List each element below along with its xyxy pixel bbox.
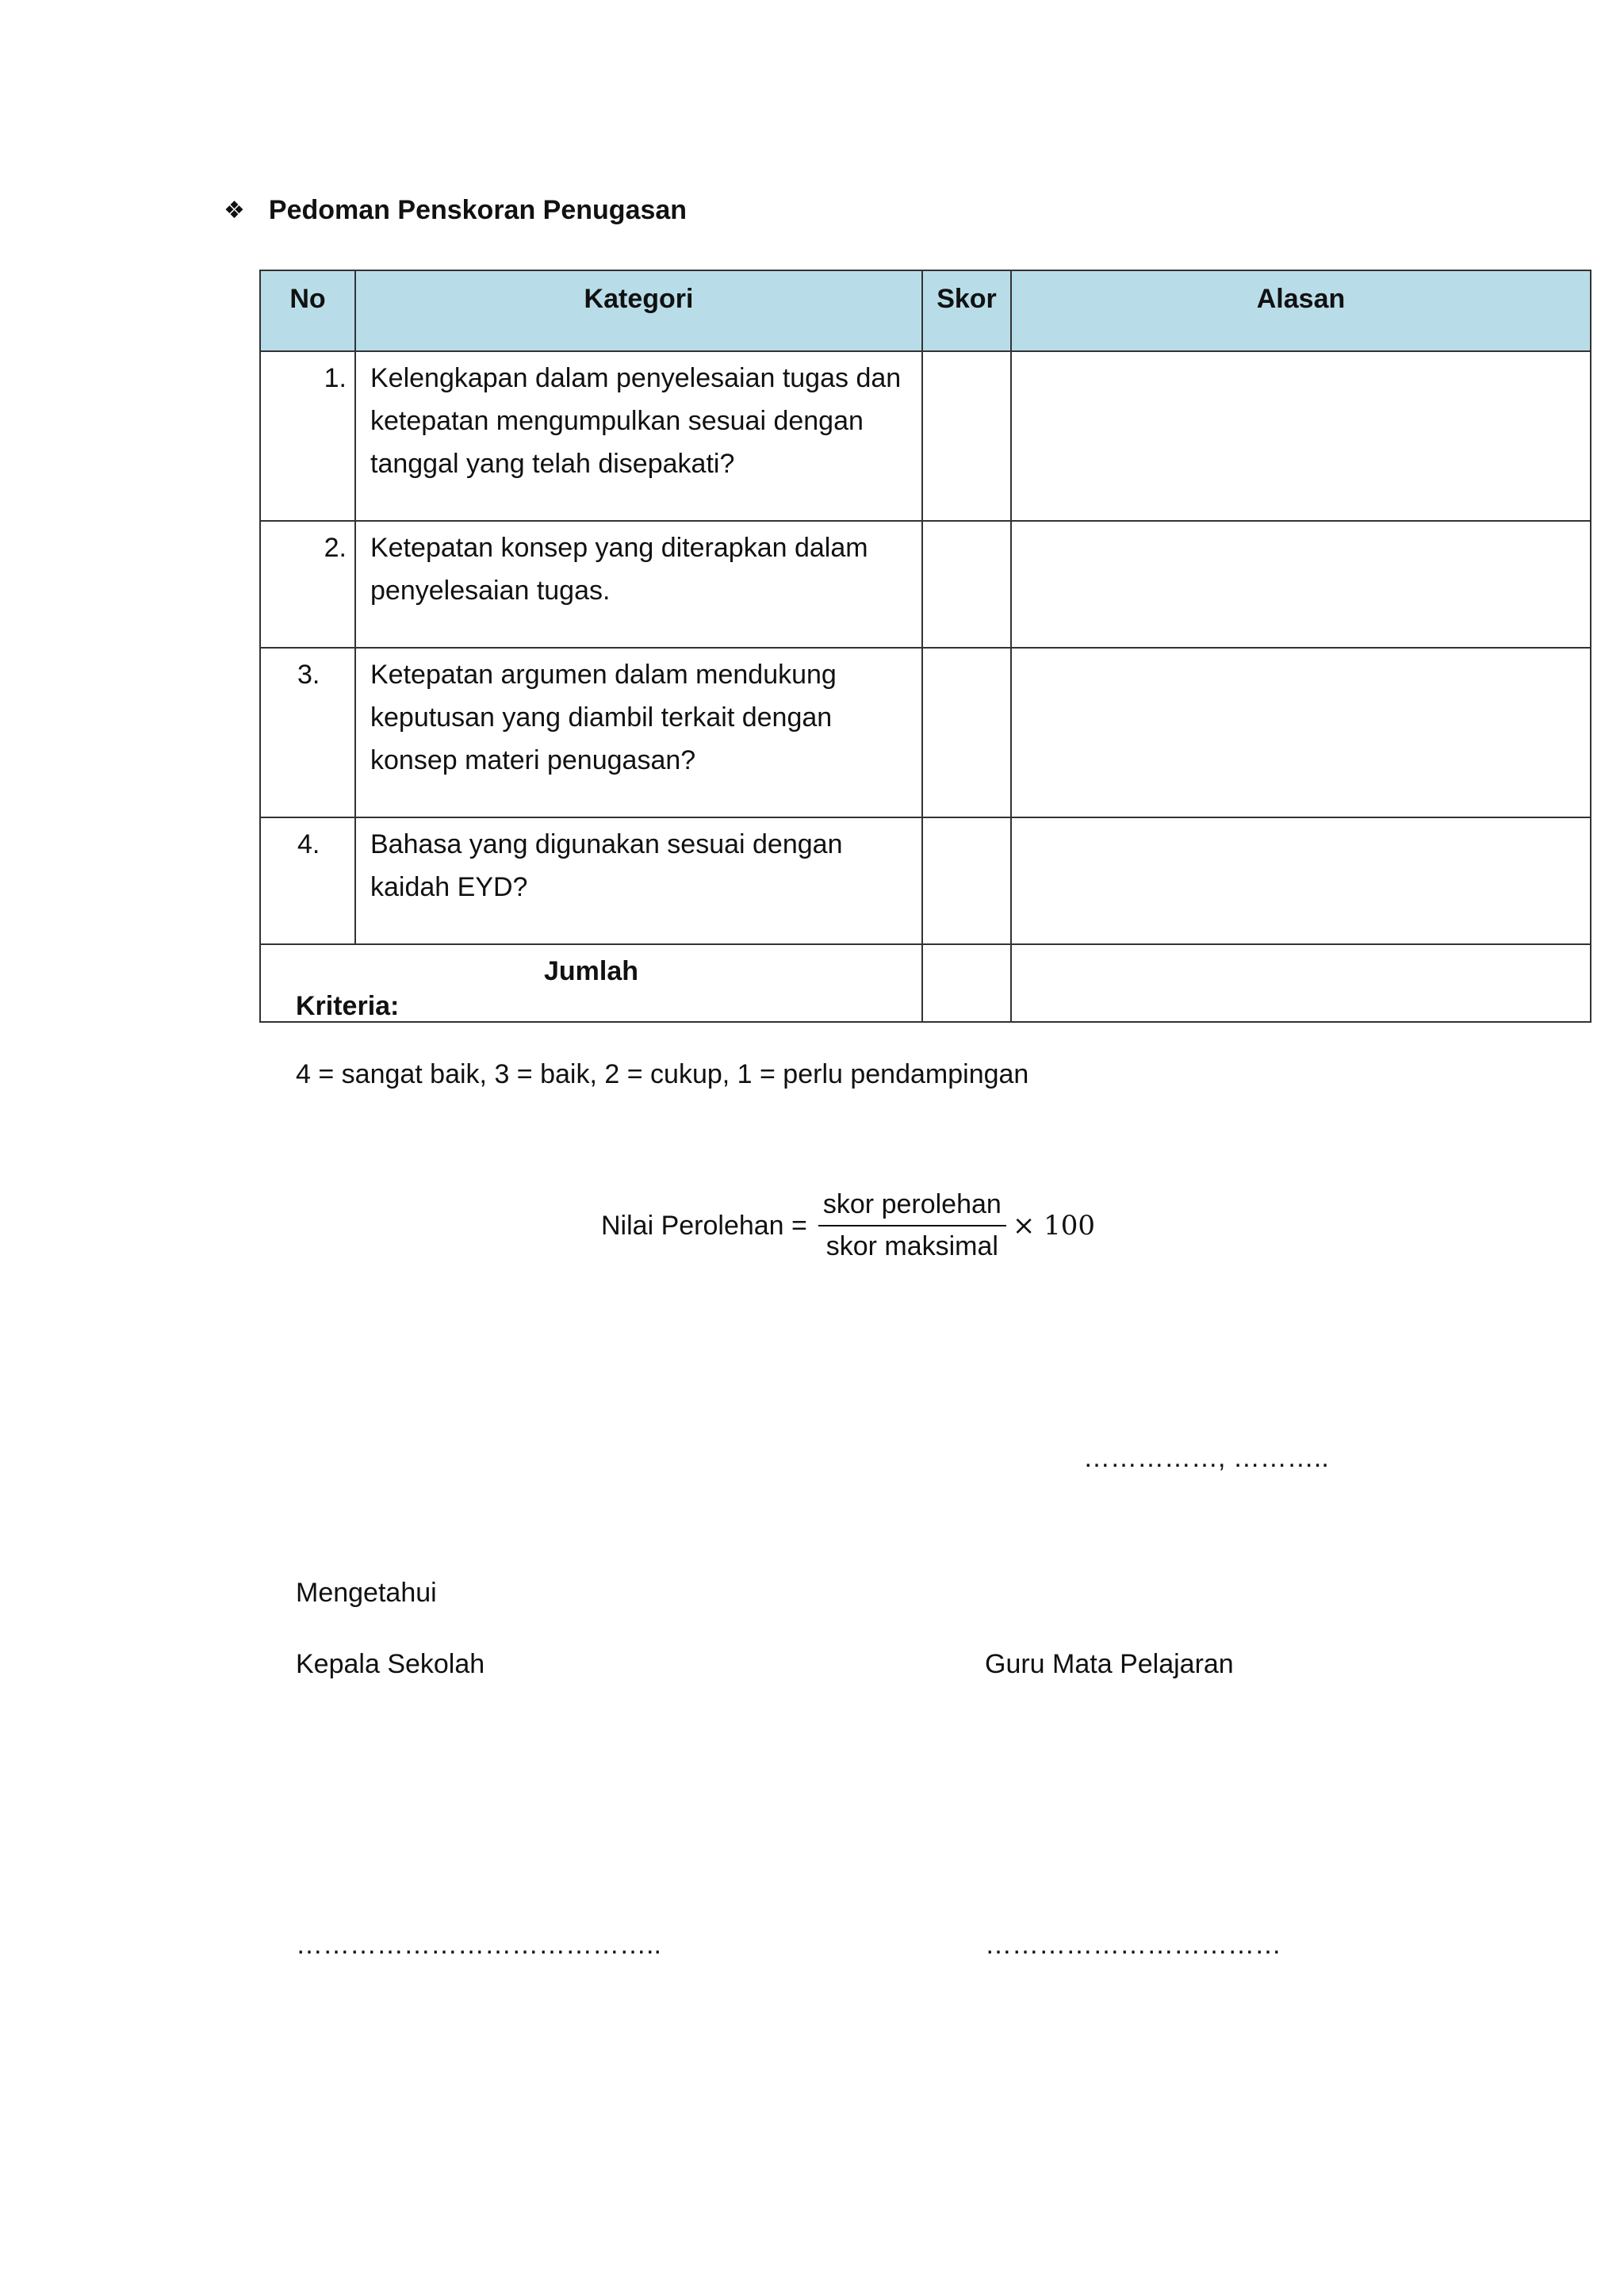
formula-numerator: skor perolehan [818,1189,1006,1226]
row-number: 1. [260,351,355,521]
row-kategori: Ketepatan konsep yang diterapkan dalam penyelesaian tugas. [355,521,922,648]
row-kategori: Kelengkapan dalam penyelesaian tugas dan ketepatan mengumpulkan sesuai dengan tanggal yang telah disepakati? [355,351,922,521]
table-header-row [260,270,1591,351]
section-heading [224,195,687,226]
row-kategori: Bahasa yang digunakan sesuai dengan kaidah EYD? [355,817,922,944]
score-formula [601,1189,1095,1262]
row-skor-cell[interactable] [922,817,1011,944]
table-row [260,351,1591,521]
row-alasan-cell[interactable] [1011,648,1591,817]
header-alasan: Alasan [1011,270,1591,351]
row-alasan-cell[interactable] [1011,521,1591,648]
kriteria-text: 4 = sangat baik, 3 = baik, 2 = cukup, 1 = perlu pendampingan [296,1059,1029,1089]
table-row [260,648,1591,817]
row-number: 2. [260,521,355,648]
row-number: 4. [260,817,355,944]
diamond-bullet-icon: ❖ [224,197,245,224]
mengetahui-label: Mengetahui [296,1578,437,1608]
total-label: Jumlah [260,944,922,1022]
table-total-row [260,944,1591,1022]
kepala-sekolah-label: Kepala Sekolah [296,1649,485,1679]
row-alasan-cell[interactable] [1011,817,1591,944]
total-alasan-cell[interactable] [1011,944,1591,1022]
row-kategori: Ketepatan argumen dalam mendukung keputusan yang diambil terkait dengan konsep materi penugasan? [355,648,922,817]
table-row [260,817,1591,944]
row-skor-cell[interactable] [922,351,1011,521]
guru-label: Guru Mata Pelajaran [985,1649,1234,1679]
guru-signature-line: …………………………… [985,1930,1281,1960]
header-kategori: Kategori [355,270,922,351]
row-alasan-cell[interactable] [1011,351,1591,521]
header-skor: Skor [922,270,1011,351]
date-line: ……………, ……….. [1083,1443,1329,1473]
section-title: Pedoman Penskoran Penugasan [268,195,688,225]
table-row [260,521,1591,648]
kepala-signature-line: ………………………………….. [296,1930,661,1960]
formula-fraction [818,1189,1006,1262]
row-number: 3. [260,648,355,817]
formula-multiplier: × 100 [1012,1210,1096,1242]
row-skor-cell[interactable] [922,521,1011,648]
formula-lhs: Nilai Perolehan = [601,1210,807,1241]
kriteria-label: Kriteria: [296,991,400,1021]
total-skor-cell[interactable] [922,944,1011,1022]
formula-denominator: skor maksimal [825,1231,998,1261]
row-skor-cell[interactable] [922,648,1011,817]
header-no: No [260,270,355,351]
scoring-table [259,270,1591,1023]
